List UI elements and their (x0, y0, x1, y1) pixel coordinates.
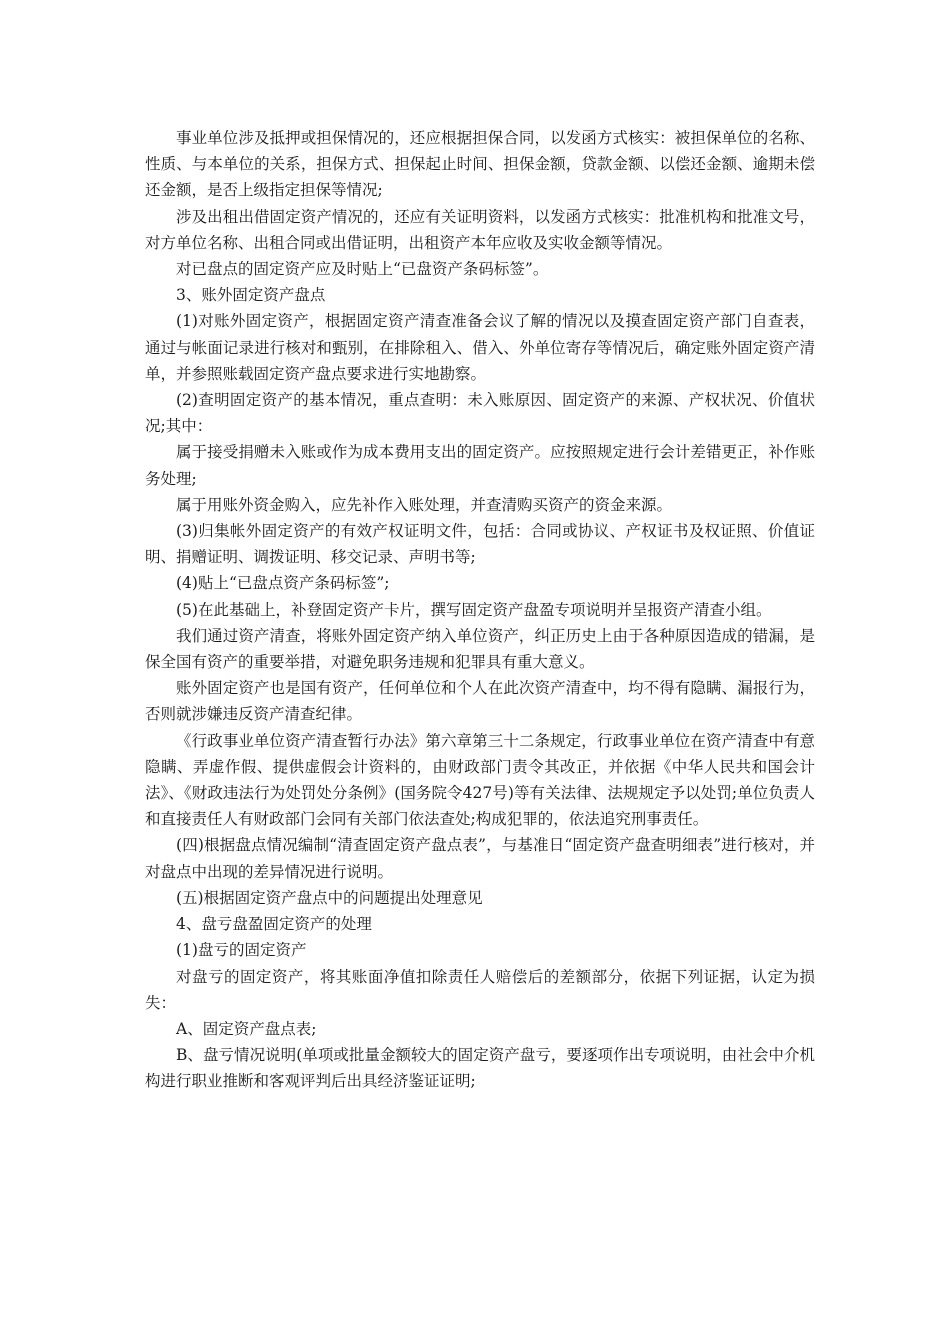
paragraph-guarantee-verification: 事业单位涉及抵押或担保情况的，还应根据担保合同，以发函方式核实：被担保单位的名称、性质、与本单位的关系，担保方式、担保起止时间、担保金额，贷款金额、以偿还金额、逾期未偿还金额，是否上级指定担保等情况; (145, 129, 815, 200)
paragraph-item-5: (5)在此基础上，补登固定资产卡片，撰写固定资产盘盈专项说明并呈报资产清查小组。 (176, 600, 772, 619)
subheading-asset-loss: (1)盘亏的固定资产 (176, 941, 307, 960)
paragraph-item-2: (2)查明固定资产的基本情况，重点查明：未入账原因、固定资产的来源、产权状况、价值状况;其中： (145, 391, 815, 436)
paragraph-lease-verification: 涉及出租出借固定资产情况的，还应有关证明资料，以发函方式核实：批准机构和批准文号，对方单位名称、出租合同或出借证明，出租资产本年应收及实收金额等情况。 (145, 207, 815, 252)
paragraph-discipline: 账外固定资产也是国有资产，任何单位和个人在此次资产清查中，均不得有隐瞒、漏报行为，否则就涉嫌违反资产清查纪律。 (145, 679, 815, 724)
paragraph-item-3: (3)归集帐外固定资产的有效产权证明文件，包括：合同或协议、产权证书及权证照、价值证明、捐赠证明、调拨证明、移交记录、声明书等; (145, 522, 815, 567)
document-body (145, 125, 815, 1095)
list-item-a: A、固定资产盘点表; (176, 1019, 317, 1038)
paragraph-donated-assets: 属于接受捐赠未入账或作为成本费用支出的固定资产。应按照规定进行会计差错更正，补作账务处理; (145, 443, 815, 488)
paragraph-regulation: 《行政事业单位资产清查暂行办法》第六章第三十二条规定，行政事业单位在资产清查中有意隐瞒、弄虚作假、提供虚假会计资料的，由财政部门责令其改正，并依据《中华人民共和国会计法》、《财政违法行为处罚处分条例》(国务院令427号)等有关法律、法规规定予以处罚;单位负责人和直接责任人有财政部门会同有关部门依法查处;构成犯罪的，依法追究刑事责任。 (145, 731, 815, 829)
paragraph-loss-recognition: 对盘亏的固定资产，将其账面净值扣除责任人赔偿后的差额部分，依据下列证据，认定为损失： (145, 967, 815, 1012)
paragraph-step-five: (五)根据固定资产盘点中的问题提出处理意见 (176, 888, 483, 907)
paragraph-item-4: (4)贴上“已盘点资产条码标签”; (176, 574, 390, 593)
list-item-b: B、盘亏情况说明(单项或批量金额较大的固定资产盘亏，要逐项作出专项说明，由社会中介机构进行职业推断和客观评判后出具经济鉴证证明; (145, 1046, 815, 1091)
paragraph-label-counted-assets: 对已盘点的固定资产应及时贴上“已盘资产条码标签”。 (176, 260, 549, 279)
paragraph-step-four: (四)根据盘点情况编制“清查固定资产盘点表”，与基准日“固定资产盘查明细表”进行核对，并对盘点中出现的差异情况进行说明。 (145, 836, 815, 881)
paragraph-off-book-funds: 属于用账外资金购入，应先补作入账处理，并查清购买资产的资金来源。 (176, 495, 673, 514)
section-heading-loss-gain: 4、盘亏盘盈固定资产的处理 (176, 915, 372, 934)
paragraph-significance: 我们通过资产清查，将账外固定资产纳入单位资产，纠正历史上由于各种原因造成的错漏，是保全国有资产的重要举措，对避免职务违规和犯罪具有重大意义。 (145, 626, 815, 672)
paragraph-item-1: (1)对账外固定资产，根据固定资产清查准备会议了解的情况以及摸查固定资产部门自查表，通过与帐面记录进行核对和甄别，在排除租入、借入、外单位寄存等情况后，确定账外固定资产清单，并参照账载固定资产盘点要求进行实地勘察。 (145, 312, 815, 383)
section-heading-off-book-count: 3、账外固定资产盘点 (176, 286, 326, 305)
